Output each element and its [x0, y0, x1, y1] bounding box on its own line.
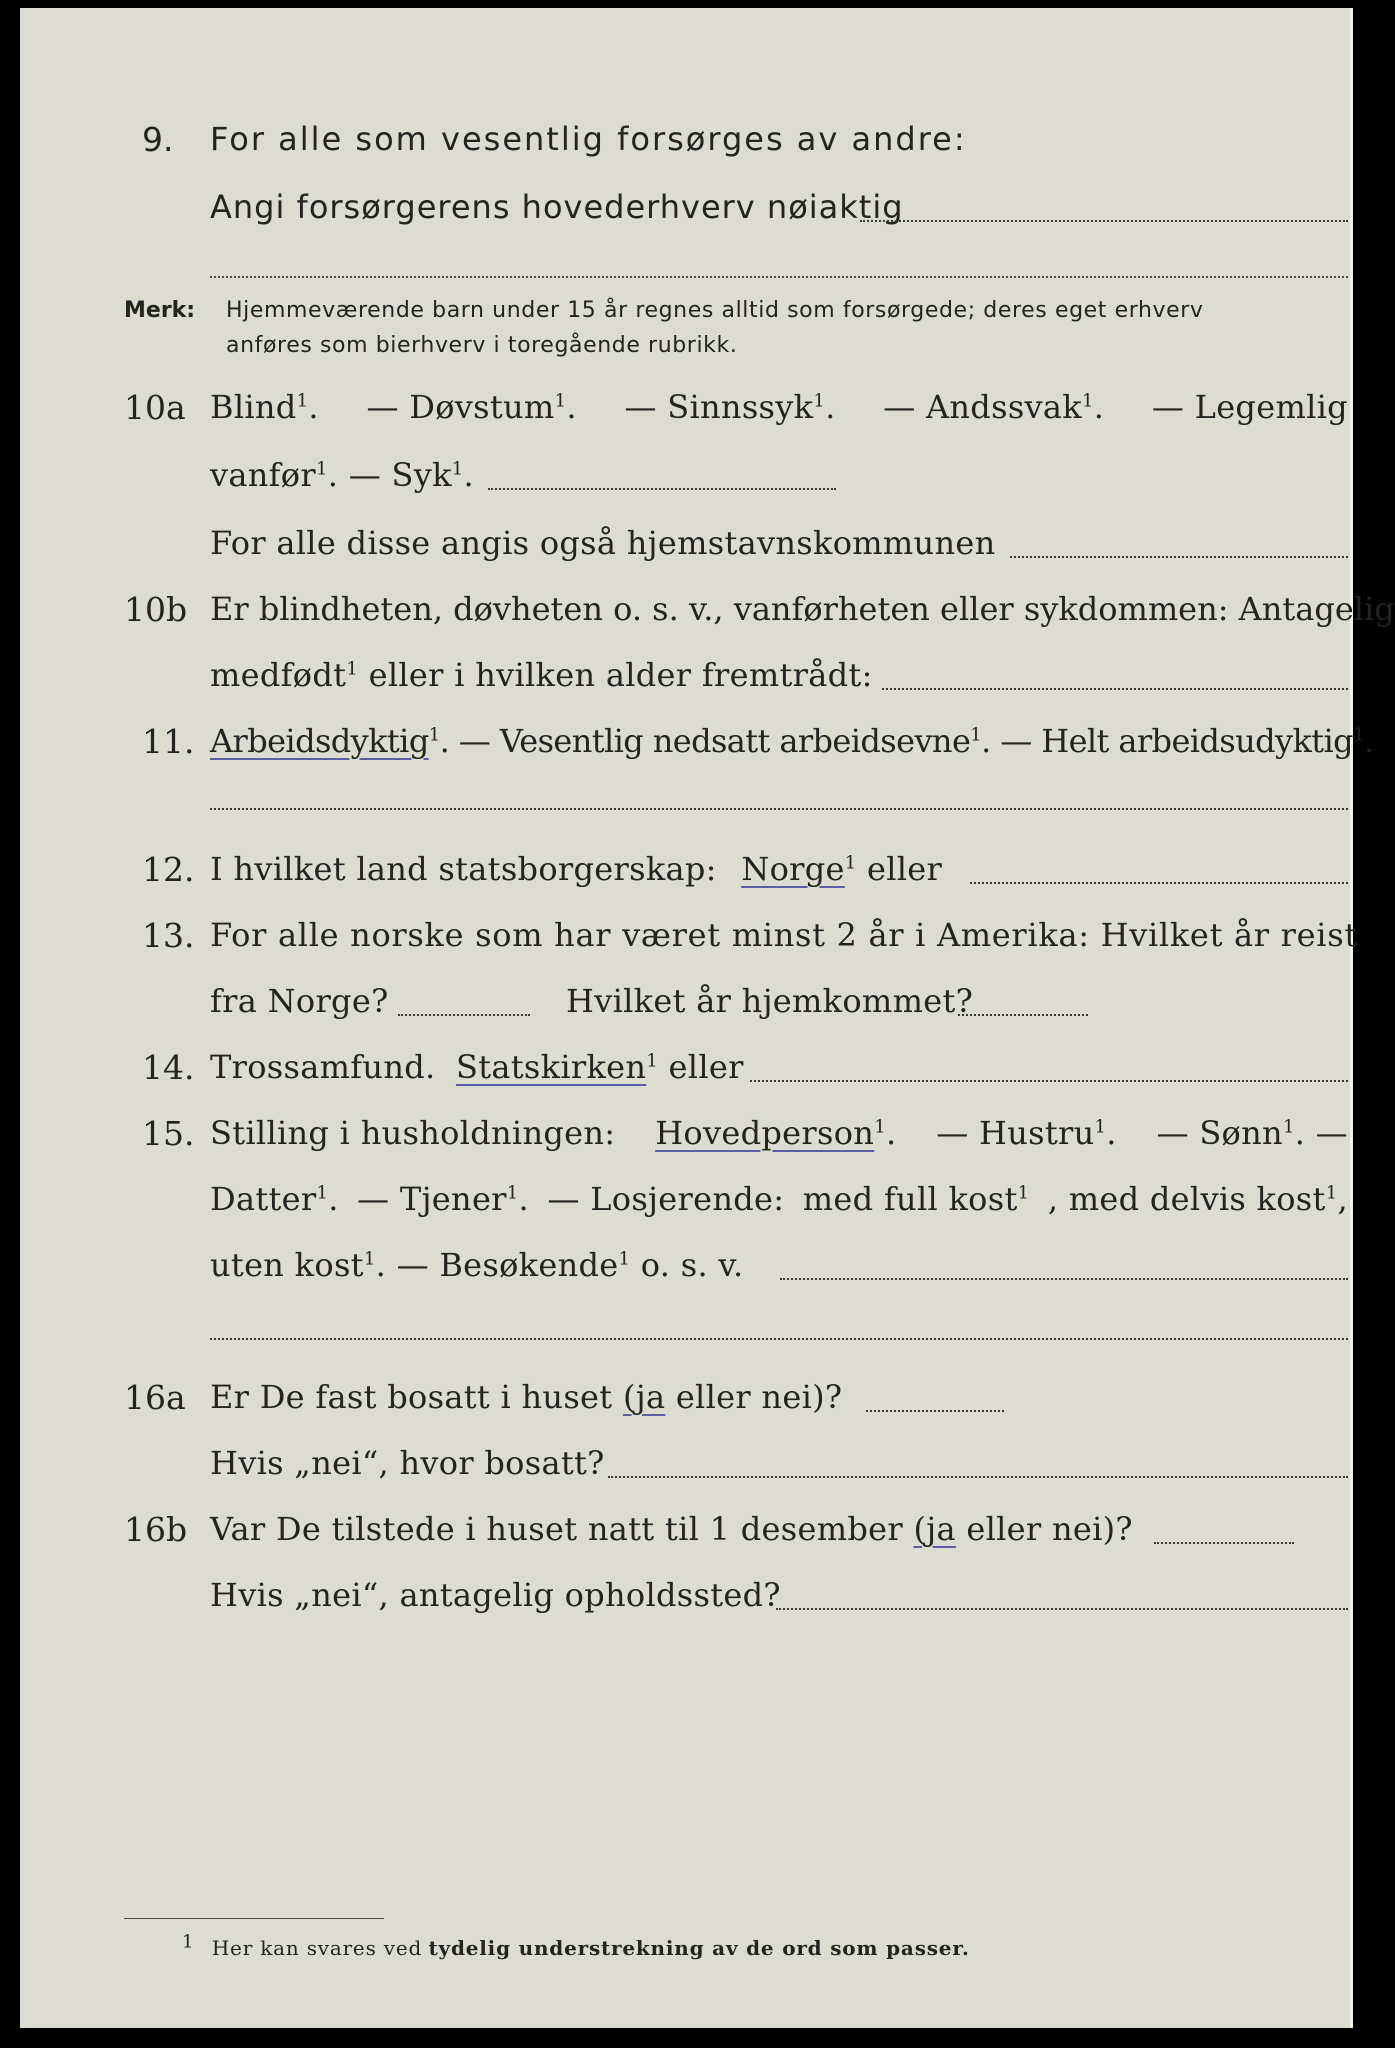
q15-stilling: Stilling i husholdningen: [210, 1114, 616, 1152]
q13-fra-norge: fra Norge? [210, 982, 389, 1020]
q10b-answer-line[interactable] [882, 688, 1348, 690]
q10b-number: 10b [124, 590, 188, 629]
q10a-number: 10a [124, 388, 186, 427]
footnote-emphasis: tydelig understrekning av de ord som passer. [428, 1936, 970, 1960]
census-form-page [20, 8, 1395, 2028]
q14-answer-line[interactable] [750, 1080, 1348, 1082]
q12-norge[interactable]: Norge [741, 850, 845, 888]
q16b-question: Var De tilstede i huset natt til 1 desember [210, 1510, 903, 1548]
q10a-line1 [210, 388, 1348, 426]
q16b-ja[interactable]: (ja [913, 1510, 956, 1548]
q16b-line2: Hvis „nei“, antagelig opholdssted? [210, 1576, 781, 1614]
q10a-line2 [210, 456, 474, 494]
q15-osv: o. s. v. [640, 1246, 744, 1284]
q15-delvis-kost[interactable]: , med delvis kost$^1$, [1047, 1180, 1348, 1218]
q15-full-kost[interactable]: med full kost$^1$ [802, 1180, 1030, 1218]
q11-line1: Arbeidsdyktig$^1$. — Vesentlig nedsatt arbeidsevne$^1$. — Helt arbeidsudyktig$^1$. [210, 722, 1374, 760]
merk-label: Merk: [124, 298, 196, 323]
q12-answer-line[interactable] [970, 882, 1348, 884]
q16a-ja[interactable]: (ja [622, 1378, 666, 1416]
q15-datter[interactable]: Datter$^1$. [210, 1180, 339, 1218]
q10a-syk-answer-line[interactable] [488, 488, 836, 490]
q13-hjemkommet: Hvilket år hjemkommet? [566, 982, 974, 1020]
q9-number: 9. [142, 120, 174, 159]
merk-line1: Hjemmeværende barn under 15 år regnes alltid som forsørgede; deres eget erhverv [226, 298, 1204, 323]
q15-hovedperson[interactable]: Hovedperson$^1$. [655, 1114, 897, 1152]
q15-line3 [210, 1246, 743, 1284]
q12-number: 12. [142, 850, 195, 889]
q14-eller: eller [668, 1048, 744, 1086]
q10a-line3: For alle disse angis også hjemstavnskommunen [210, 524, 996, 562]
q16b-eller-nei: eller nei)? [966, 1510, 1133, 1548]
q10a-andssvak[interactable]: — Andssvak$^1$. [883, 388, 1105, 426]
q9-answer-line-2[interactable] [210, 276, 1348, 278]
q10b-line1: Er blindheten, døvheten o. s. v., vanførheten eller sykdommen: Antagelig [210, 590, 1395, 628]
q15-answer-line-2[interactable] [210, 1338, 1348, 1340]
merk-line2: anføres som bierhverv i toregående rubrikk. [226, 333, 738, 358]
q10a-sinnssyk[interactable]: — Sinnssyk$^1$. [624, 388, 836, 426]
q10a-syk[interactable]: — Syk$^1$. [348, 456, 475, 494]
q15-uten-kost[interactable]: uten kost$^1$. [210, 1246, 387, 1284]
q11-answer-line[interactable] [210, 808, 1348, 810]
q9-answer-line[interactable] [860, 220, 1348, 222]
q16b-number: 16b [124, 1510, 188, 1549]
q16b-line1 [210, 1510, 1133, 1548]
q12-line: I hvilket land statsborgerskap: Norge$^1$ eller [210, 850, 943, 888]
q15-hustru[interactable]: — Hustru$^1$. [936, 1114, 1117, 1152]
q16a-question: Er De fast bosatt i huset [210, 1378, 613, 1416]
q13-reist-answer-line[interactable] [398, 1014, 530, 1016]
q15-number: 15. [142, 1114, 195, 1153]
q11-udyktig[interactable]: — Helt arbeidsudyktig$^1$. [1000, 722, 1374, 760]
q10b-alder: eller i hvilken alder fremtrådt: [368, 656, 873, 694]
q10a-hjemstavn-answer-line[interactable] [1010, 556, 1348, 558]
q16a-answer-line[interactable] [866, 1410, 1004, 1412]
q11-arbeidsdyktig[interactable]: Arbeidsdyktig [210, 722, 429, 760]
q9-line1: For alle som vesentlig forsørges av andre: [210, 120, 967, 158]
footnote-mark: 1 [182, 1931, 194, 1953]
q15-tjener[interactable]: — Tjener$^1$. [357, 1180, 530, 1218]
q15-besokende[interactable]: — Besøkende$^1$ [396, 1246, 631, 1284]
q14-number: 14. [142, 1048, 195, 1087]
q16b-answer-line[interactable] [1154, 1542, 1294, 1544]
q13-line1: For alle norske som har været minst 2 år i Amerika: Hvilket år reist [210, 916, 1358, 954]
q16a-eller-nei: eller nei)? [675, 1378, 843, 1416]
q10a-legemlig[interactable]: — Legemlig [1151, 388, 1348, 426]
q16a-line1 [210, 1378, 842, 1416]
footnote [182, 1931, 970, 1960]
footnote-rule [124, 1918, 384, 1919]
q12-eller: eller [867, 850, 943, 888]
q15-losjerende: — Losjerende: [547, 1180, 785, 1218]
q15-line2 [210, 1180, 1348, 1218]
q10a-vanfor[interactable]: vanfør$^1$. [210, 456, 339, 494]
q9-line2: Angi forsørgerens hovederhverv nøiaktig [210, 188, 904, 226]
q11-number: 11. [142, 722, 195, 761]
q13-hjem-answer-line[interactable] [958, 1014, 1088, 1016]
q15-line1 [210, 1114, 1348, 1152]
q14-question: Trossamfund. [210, 1048, 436, 1086]
q16a-number: 16a [124, 1378, 186, 1417]
q15-sonn[interactable]: — Sønn$^1$. — [1156, 1114, 1348, 1152]
q14-statskirken[interactable]: Statskirken [455, 1048, 647, 1086]
q15-answer-line[interactable] [780, 1278, 1348, 1280]
footnote-text: Her kan svares ved [211, 1936, 423, 1960]
q13-number: 13. [142, 916, 195, 955]
q11-nedsatt[interactable]: — Vesentlig nedsatt arbeidsevne$^1$. [458, 722, 991, 760]
q10b-line2 [210, 656, 873, 694]
q16a-bosatt-answer-line[interactable] [608, 1476, 1348, 1478]
q16a-line2: Hvis „nei“, hvor bosatt? [210, 1444, 605, 1482]
q16b-opphold-answer-line[interactable] [776, 1608, 1348, 1610]
q14-line: Trossamfund. Statskirken$^1$ eller [210, 1048, 744, 1086]
q10a-blind[interactable]: Blind$^1$. [210, 388, 319, 426]
q10b-medfodt[interactable]: medfødt$^1$ [210, 656, 359, 694]
q10a-dovstum[interactable]: — Døvstum$^1$. [366, 388, 577, 426]
q12-question: I hvilket land statsborgerskap: [210, 850, 717, 888]
